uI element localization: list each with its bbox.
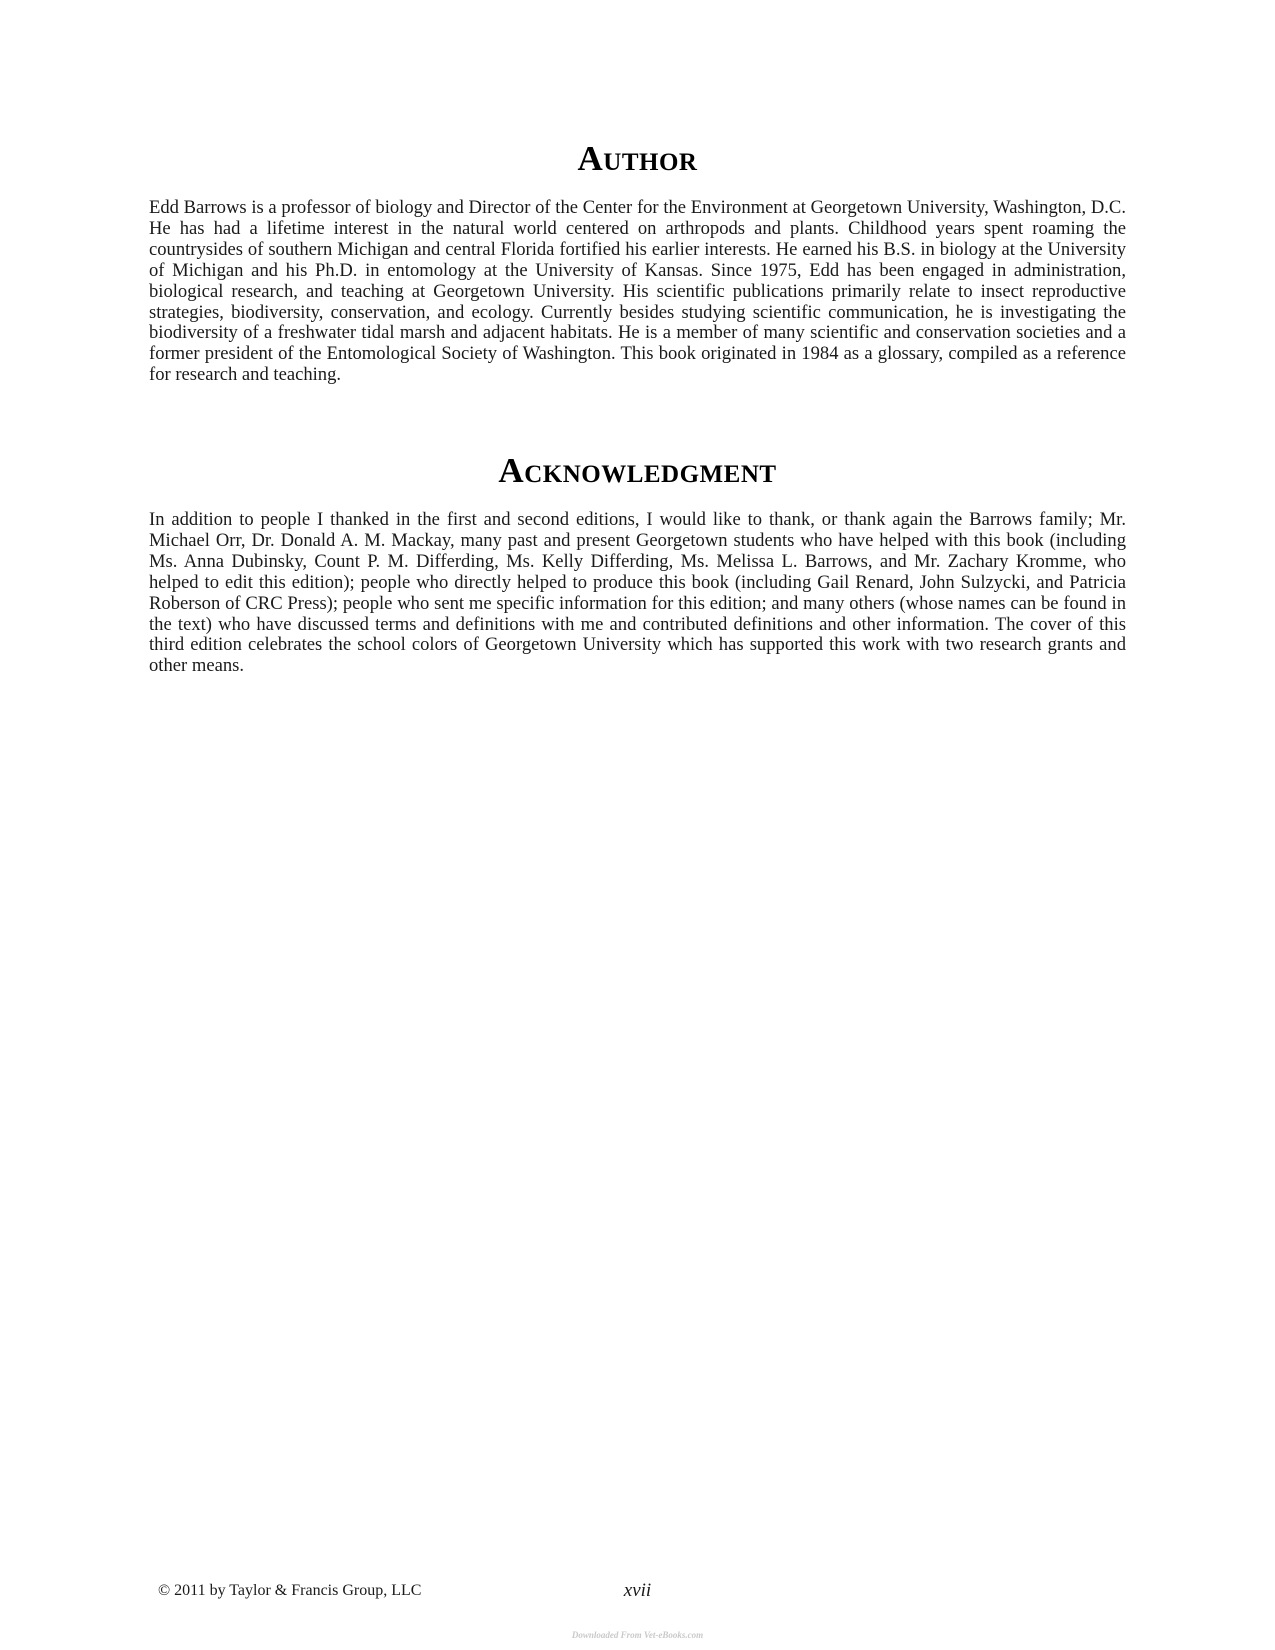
author-paragraph: Edd Barrows is a professor of biology and Director of the Center for the Environment at Georgetown University, Washington, D.C. He has had a lifetime interest in the natural world centered on arthropods and plants. Childhood years spent roaming the countrysides of southern Michigan and central Florida fortified his earlier interests. He earned his B.S. in biology at the University of Michigan and his Ph.D. in entomology at the University of Kansas. Since 1975, Edd has been engaged in administration, biological research, and teaching at Georgetown University. His scientific publications primarily relate to insect reproductive strategies, biodiversity, conservation, and ecology. Currently besides studying scientific communication, he is investigating the biodiversity of a freshwater tidal marsh and adjacent habitats. He is a member of many scientific and conservation societies and a former president of the Entomological Society of Washington. This book originated in 1984 as a glossary, compiled as a reference for research and teaching. bbox=[149, 197, 1126, 386]
author-heading: Author bbox=[577, 139, 698, 178]
author-section bbox=[149, 138, 1126, 386]
acknowledgment-paragraph: In addition to people I thanked in the first and second editions, I would like to thank, or thank again the Barrows family; Mr. Michael Orr, Dr. Donald A. M. Mackay, many past and present Georgetown students who have helped with this book (including Ms. Anna Dubinsky, Count P. M. Differding, Ms. Kelly Differding, Ms. Melissa L. Barrows, and Mr. Zachary Kromme, who helped to edit this edition); people who directly helped to produce this book (including Gail Renard, John Sulzycki, and Patricia Roberson of CRC Press); people who sent me specific information for this edition; and many others (whose names can be found in the text) who have discussed terms and definitions with me and contributed definitions and other information. The cover of this third edition celebrates the school colors of Georgetown University which has supported this work with two research grants and other means. bbox=[149, 509, 1126, 677]
acknowledgment-section bbox=[149, 450, 1126, 677]
page-number: xvii bbox=[623, 1580, 652, 1601]
acknowledgment-heading: Acknowledgment bbox=[498, 451, 777, 490]
footer-copyright: © 2011 by Taylor & Francis Group, LLC bbox=[158, 1582, 422, 1599]
watermark-text: Downloaded From Vet-eBooks.com bbox=[571, 1630, 704, 1640]
